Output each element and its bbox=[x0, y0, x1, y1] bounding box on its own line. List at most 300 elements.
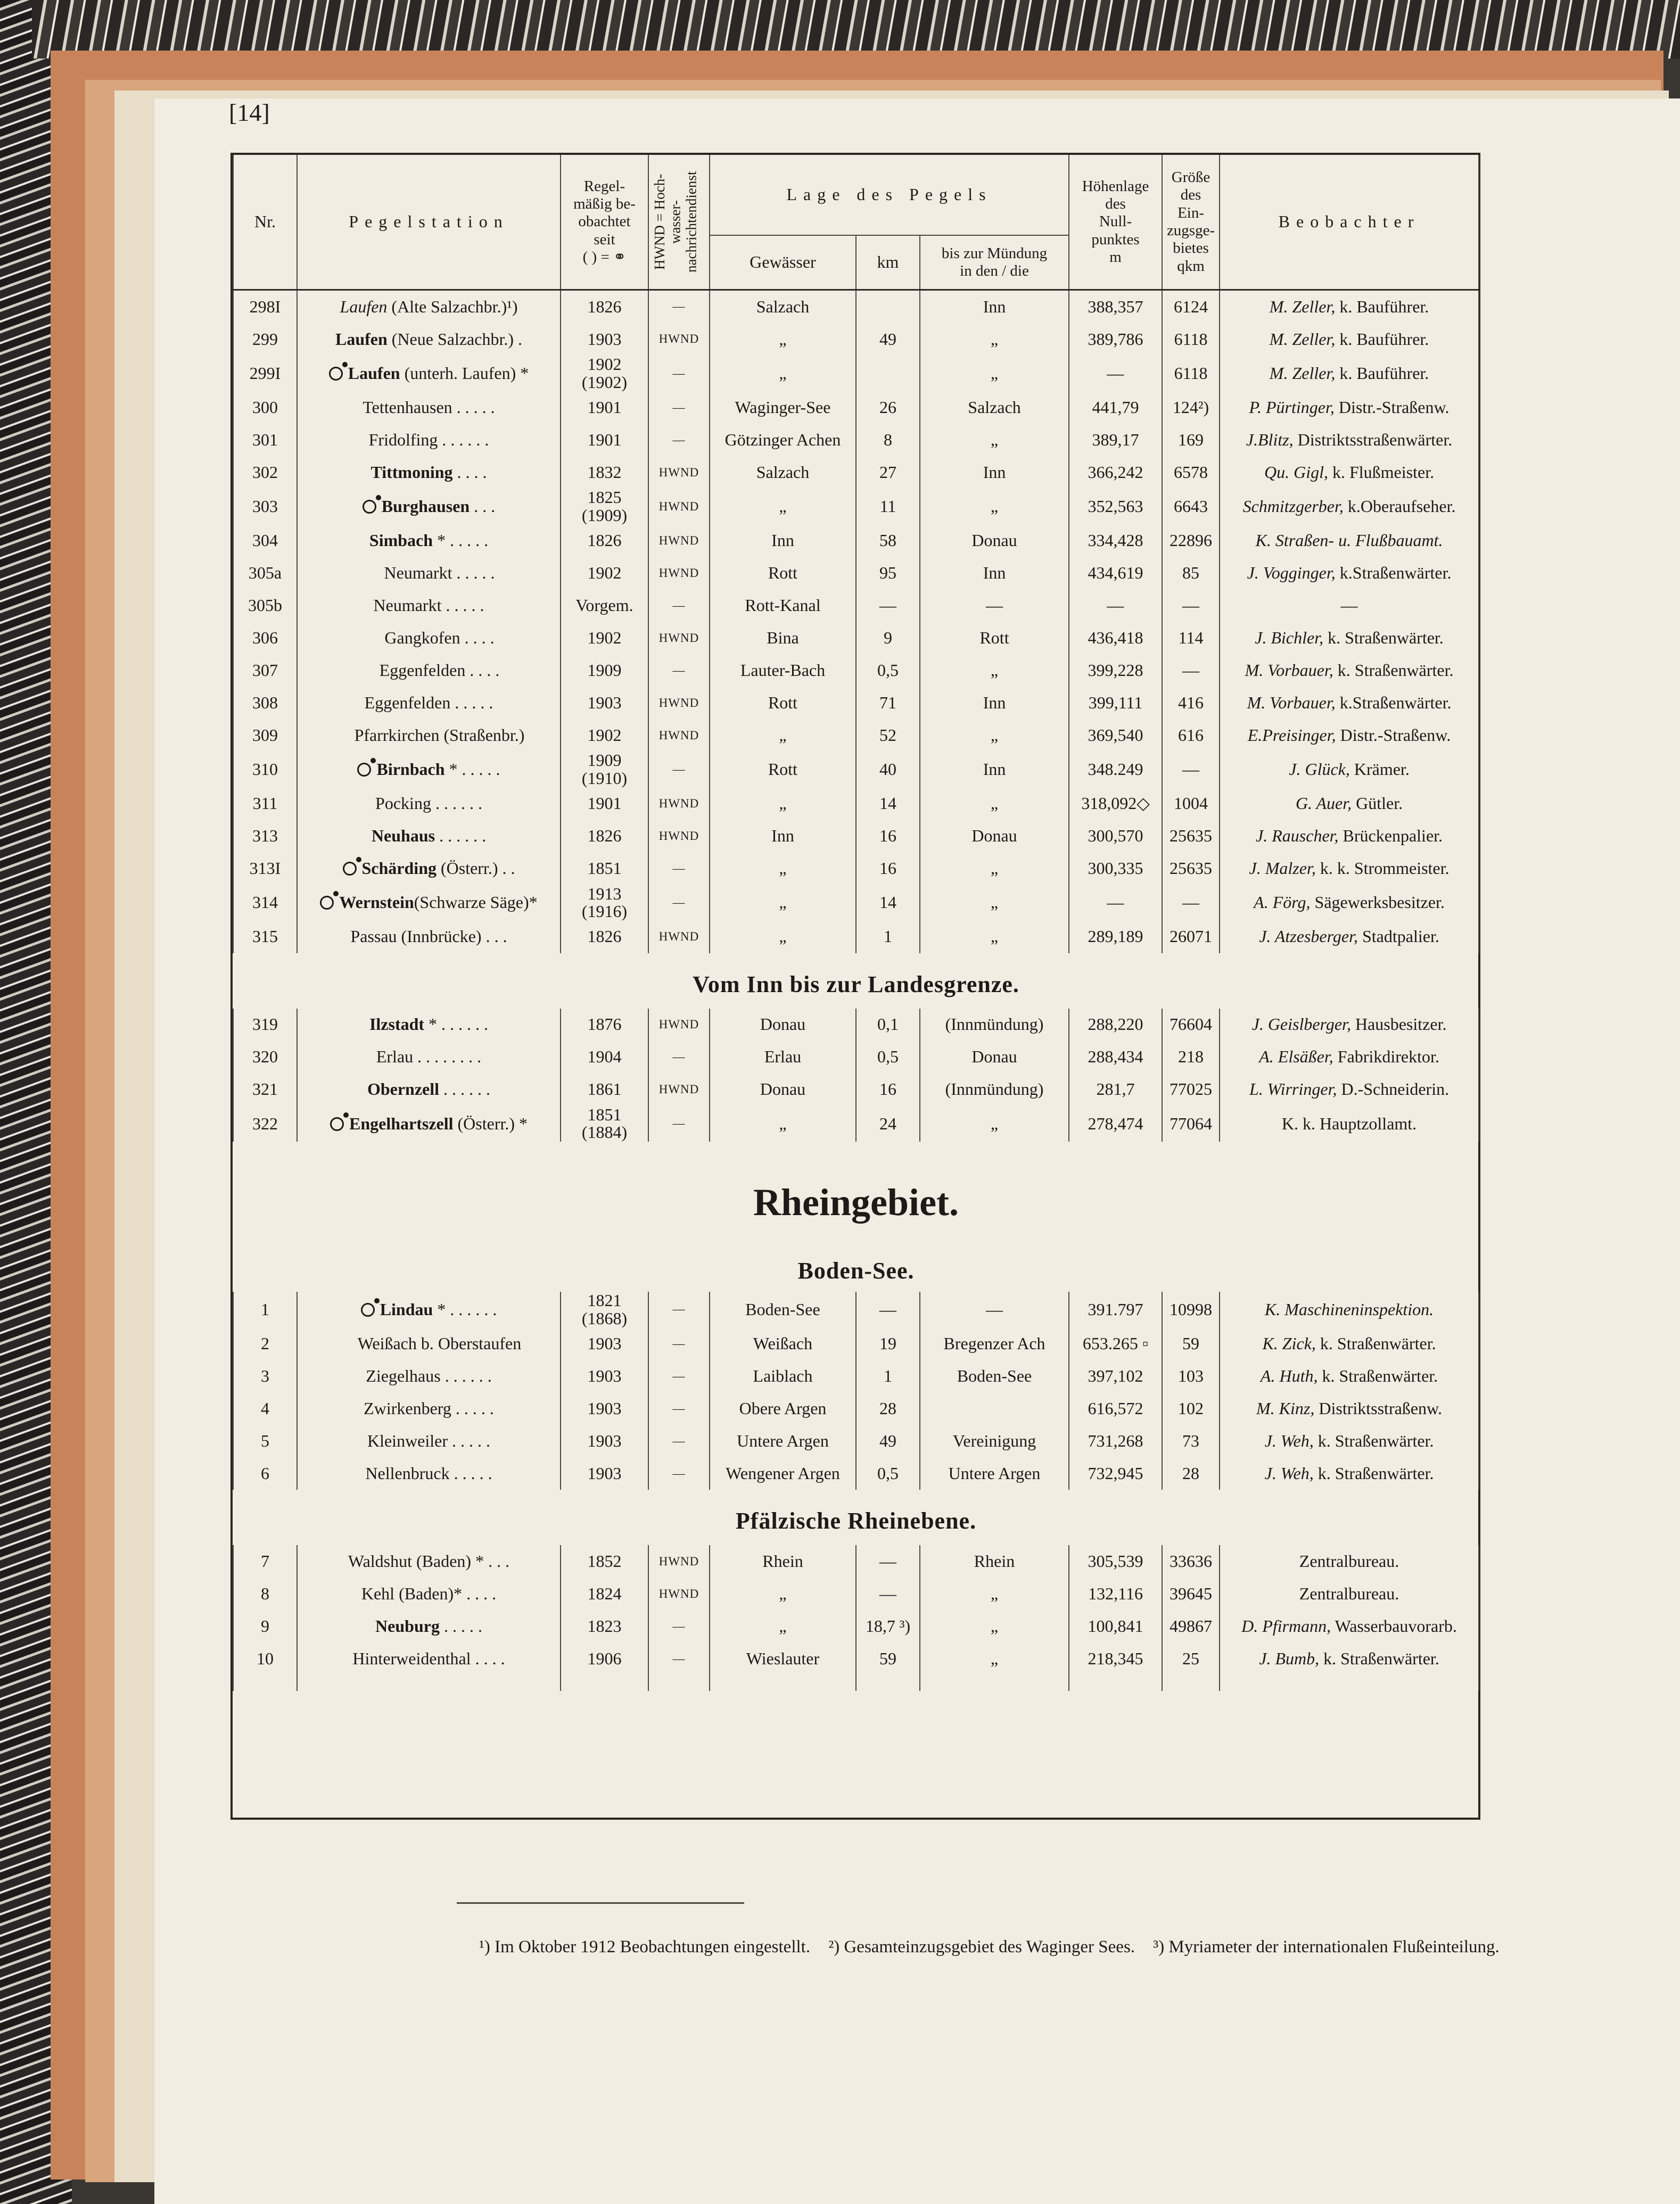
cell-beobachter bbox=[1220, 1578, 1479, 1610]
observer-name: J. Vogginger, bbox=[1247, 563, 1336, 583]
cell-hoehe: — bbox=[1069, 589, 1162, 622]
cell-muendung: (Innmündung) bbox=[920, 1074, 1069, 1106]
observer-name: Zentralbureau. bbox=[1299, 1583, 1399, 1603]
observer-role: Sägewerksbesitzer. bbox=[1314, 893, 1445, 912]
cell-hoehe: 732,945 bbox=[1069, 1457, 1162, 1490]
cell-gewaesser: Bina bbox=[710, 622, 856, 654]
station-name: Laufen bbox=[335, 329, 388, 349]
cell-muendung: „ bbox=[920, 654, 1069, 687]
station-name: Simbach bbox=[369, 531, 433, 550]
cell-gewaesser: Erlau bbox=[710, 1041, 856, 1074]
station-note: * . . . . bbox=[454, 1583, 497, 1603]
cell-muendung: Donau bbox=[920, 820, 1069, 853]
cell-beobachter bbox=[1220, 424, 1479, 456]
cell-nr: 313I bbox=[233, 853, 297, 885]
seit-year: 1903 bbox=[587, 329, 622, 349]
cell-gewaesser: Rott bbox=[710, 687, 856, 719]
observer-role: k.Straßenwärter. bbox=[1339, 693, 1452, 713]
cell-nr: 1 bbox=[233, 1292, 297, 1327]
seit-year: 1876 bbox=[587, 1014, 622, 1034]
cell-seit bbox=[561, 687, 648, 719]
station-name: Burghausen bbox=[381, 496, 470, 516]
cell-km: 16 bbox=[856, 1074, 920, 1106]
cell-hoehe: 399,228 bbox=[1069, 654, 1162, 687]
station-name: Zwirkenberg bbox=[364, 1398, 451, 1418]
cell-gewaesser: Rott-Kanal bbox=[710, 589, 856, 622]
cell-muendung: Donau bbox=[920, 524, 1069, 557]
table-row bbox=[233, 752, 1479, 787]
cell-gewaesser: „ bbox=[710, 1106, 856, 1142]
cell-gewaesser: Wengener Argen bbox=[710, 1457, 856, 1490]
cell-qkm: 1004 bbox=[1162, 788, 1220, 820]
station-name: Pocking bbox=[375, 794, 431, 813]
observer-name: K. Maschineninspektion. bbox=[1264, 1299, 1434, 1319]
observation-symbol-icon bbox=[330, 1117, 344, 1131]
table-row bbox=[233, 687, 1479, 719]
cell-nr: 310 bbox=[233, 752, 297, 787]
station-note: (Alte Salzachbr.)¹) bbox=[387, 296, 518, 316]
seit-year: 1902 bbox=[587, 356, 622, 374]
cell-qkm: 6124 bbox=[1162, 290, 1220, 324]
cell-beobachter bbox=[1220, 589, 1479, 622]
cell-hwnd: — bbox=[648, 1292, 710, 1327]
cell-qkm: 102 bbox=[1162, 1392, 1220, 1425]
cell-hwnd: — bbox=[648, 424, 710, 456]
cell-muendung: „ bbox=[920, 323, 1069, 356]
cell-nr: 8 bbox=[233, 1578, 297, 1610]
cell-nr: 5 bbox=[233, 1425, 297, 1457]
cell-nr: 307 bbox=[233, 654, 297, 687]
cell-gewaesser: Donau bbox=[710, 1074, 856, 1106]
cell-km: 49 bbox=[856, 323, 920, 356]
table-row bbox=[233, 356, 1479, 391]
cell-beobachter bbox=[1220, 885, 1479, 921]
cell-hoehe: 441,79 bbox=[1069, 391, 1162, 424]
observer-name: Qu. Gigl, bbox=[1264, 462, 1328, 482]
cell-qkm: 114 bbox=[1162, 622, 1220, 654]
table-row bbox=[233, 1392, 1479, 1425]
station-note: . . . . . . bbox=[439, 1079, 491, 1099]
cell-hwnd: HWND bbox=[648, 489, 710, 524]
cell-seit bbox=[561, 589, 648, 622]
cell-gewaesser: „ bbox=[710, 719, 856, 752]
cell-seit bbox=[561, 1327, 648, 1360]
cell-km: — bbox=[856, 1292, 920, 1327]
observer-name: P. Pürtinger, bbox=[1249, 397, 1335, 417]
cell-hoehe: 289,189 bbox=[1069, 921, 1162, 953]
table-body-bodensee bbox=[233, 1292, 1479, 1490]
cell-seit bbox=[561, 424, 648, 456]
station-note: . . . . . bbox=[449, 1463, 492, 1483]
cell-station bbox=[297, 622, 561, 654]
observer-role: k. Bauführer. bbox=[1339, 363, 1429, 383]
seit-year: 1901 bbox=[587, 794, 622, 813]
seit-year: 1824 bbox=[587, 1583, 622, 1603]
seit-symbol-year: (1902) bbox=[581, 372, 628, 392]
cell-qkm: 25635 bbox=[1162, 853, 1220, 885]
cell-nr: 300 bbox=[233, 391, 297, 424]
station-note: . . . . . bbox=[439, 1616, 482, 1636]
cell-nr: 4 bbox=[233, 1392, 297, 1425]
cell-nr: 321 bbox=[233, 1074, 297, 1106]
table-row bbox=[233, 1578, 1479, 1610]
cell-km: 71 bbox=[856, 687, 920, 719]
cell-station bbox=[297, 1425, 561, 1457]
observer-role: Stadtpalier. bbox=[1362, 927, 1439, 946]
table-row bbox=[233, 654, 1479, 687]
cell-seit bbox=[561, 489, 648, 524]
footnote-rule bbox=[457, 1902, 744, 1904]
cell-km: 0,5 bbox=[856, 1041, 920, 1074]
cell-station bbox=[297, 1578, 561, 1610]
cell-nr: 299I bbox=[233, 356, 297, 391]
cell-seit bbox=[561, 524, 648, 557]
cell-gewaesser: „ bbox=[710, 323, 856, 356]
seit-symbol-year: (1884) bbox=[581, 1122, 628, 1142]
cell-km: 24 bbox=[856, 1106, 920, 1142]
station-note: . . . . . . bbox=[431, 794, 482, 813]
section-pfalz bbox=[233, 1490, 1479, 1545]
cell-seit bbox=[561, 853, 648, 885]
cell-station bbox=[297, 687, 561, 719]
section-title: Vom Inn bis zur Landesgrenze. bbox=[693, 971, 1019, 997]
cell-nr: 314 bbox=[233, 885, 297, 921]
header-nr: Nr. bbox=[233, 155, 297, 290]
cell-beobachter bbox=[1220, 687, 1479, 719]
cell-station bbox=[297, 323, 561, 356]
cell-nr: 306 bbox=[233, 622, 297, 654]
observer-role: k. Straßenwärter. bbox=[1337, 661, 1454, 680]
cell-station bbox=[297, 524, 561, 557]
cell-seit bbox=[561, 1642, 648, 1675]
station-name: Nellenbruck bbox=[365, 1463, 450, 1483]
cell-qkm: 416 bbox=[1162, 687, 1220, 719]
cell-gewaesser: Inn bbox=[710, 820, 856, 853]
cell-hwnd: HWND bbox=[648, 1578, 710, 1610]
page-number: [14] bbox=[229, 99, 270, 126]
cell-km: 95 bbox=[856, 557, 920, 589]
cell-gewaesser: Götzinger Achen bbox=[710, 424, 856, 456]
cell-muendung: (Innmündung) bbox=[920, 1009, 1069, 1041]
observer-role: k. Bauführer. bbox=[1339, 296, 1429, 316]
cell-seit bbox=[561, 1457, 648, 1490]
cell-nr: 2 bbox=[233, 1327, 297, 1360]
observer-role: Hausbesitzer. bbox=[1355, 1014, 1447, 1034]
cell-hwnd: — bbox=[648, 589, 710, 622]
cell-qkm: 169 bbox=[1162, 424, 1220, 456]
cell-gewaesser: Rott bbox=[710, 557, 856, 589]
cell-gewaesser: „ bbox=[710, 853, 856, 885]
cell-km: 40 bbox=[856, 752, 920, 787]
seit-year: 1902 bbox=[587, 563, 622, 583]
table-row bbox=[233, 524, 1479, 557]
observer-name: M. Vorbauer, bbox=[1247, 693, 1336, 713]
station-name: Tettenhausen bbox=[363, 397, 452, 417]
observation-symbol-icon bbox=[343, 862, 357, 876]
table-header bbox=[233, 155, 1479, 290]
cell-qkm: 76604 bbox=[1162, 1009, 1220, 1041]
table-row bbox=[233, 1425, 1479, 1457]
cell-muendung bbox=[920, 1392, 1069, 1425]
cell-nr: 304 bbox=[233, 524, 297, 557]
observer-name: L. Wirringer, bbox=[1249, 1079, 1337, 1099]
cell-seit bbox=[561, 557, 648, 589]
observer-role: Brückenpalier. bbox=[1343, 826, 1443, 846]
cell-station bbox=[297, 424, 561, 456]
cell-nr: 7 bbox=[233, 1545, 297, 1578]
cell-seit bbox=[561, 1041, 648, 1074]
cell-muendung: „ bbox=[920, 356, 1069, 391]
cell-km: 16 bbox=[856, 820, 920, 853]
cell-muendung: „ bbox=[920, 1106, 1069, 1142]
cell-km: 27 bbox=[856, 456, 920, 489]
cell-station bbox=[297, 489, 561, 524]
cell-station bbox=[297, 589, 561, 622]
cell-hwnd: — bbox=[648, 752, 710, 787]
cell-km: 28 bbox=[856, 1392, 920, 1425]
cell-nr: 322 bbox=[233, 1106, 297, 1142]
station-note: . . . . . bbox=[450, 693, 493, 713]
observer-name: M. Zeller, bbox=[1269, 296, 1336, 316]
cell-qkm: 26071 bbox=[1162, 921, 1220, 953]
cell-hoehe: 132,116 bbox=[1069, 1578, 1162, 1610]
station-note: . . . . bbox=[452, 462, 487, 482]
table-row bbox=[233, 1642, 1479, 1675]
observer-name: J. Weh, bbox=[1264, 1431, 1314, 1450]
cell-hwnd: HWND bbox=[648, 524, 710, 557]
cell-hoehe: 334,428 bbox=[1069, 524, 1162, 557]
table-end-spacer bbox=[233, 1675, 1479, 1691]
cell-seit bbox=[561, 1074, 648, 1106]
header-station: Pegelstation bbox=[297, 155, 561, 290]
cell-qkm: 103 bbox=[1162, 1360, 1220, 1392]
cell-beobachter bbox=[1220, 323, 1479, 356]
station-name: Passau bbox=[350, 927, 397, 946]
cell-muendung: Inn bbox=[920, 557, 1069, 589]
table-body-pfalz bbox=[233, 1545, 1479, 1675]
cell-seit bbox=[561, 356, 648, 391]
cell-seit bbox=[561, 1578, 648, 1610]
cell-muendung: „ bbox=[920, 1578, 1069, 1610]
observer-name: K. Straßen- u. Flußbauamt. bbox=[1255, 531, 1443, 550]
cell-seit bbox=[561, 622, 648, 654]
cell-hoehe: 731,268 bbox=[1069, 1425, 1162, 1457]
cell-hwnd: — bbox=[648, 1610, 710, 1642]
cell-gewaesser: „ bbox=[710, 1610, 856, 1642]
station-note: (Österr.) * bbox=[453, 1113, 528, 1133]
cell-km: 49 bbox=[856, 1425, 920, 1457]
cell-hoehe: 352,563 bbox=[1069, 489, 1162, 524]
station-note: * . . . . . . bbox=[424, 1014, 489, 1034]
table-row bbox=[233, 391, 1479, 424]
cell-km bbox=[856, 290, 920, 324]
cell-beobachter bbox=[1220, 1610, 1479, 1642]
station-name: Neumarkt bbox=[373, 596, 442, 615]
cell-hoehe: 434,619 bbox=[1069, 557, 1162, 589]
table-body-landesgrenze bbox=[233, 1009, 1479, 1142]
cell-hoehe: 318,092◇ bbox=[1069, 788, 1162, 820]
seit-year: 1901 bbox=[587, 430, 622, 449]
cell-gewaesser: Salzach bbox=[710, 290, 856, 324]
cell-nr: 305b bbox=[233, 589, 297, 622]
cell-hwnd: — bbox=[648, 1041, 710, 1074]
cell-beobachter bbox=[1220, 356, 1479, 391]
cell-muendung: „ bbox=[920, 1610, 1069, 1642]
cell-qkm: — bbox=[1162, 885, 1220, 921]
seit-year: 1904 bbox=[587, 1047, 622, 1067]
header-km: km bbox=[856, 235, 920, 290]
cell-qkm: 10998 bbox=[1162, 1292, 1220, 1327]
section-landesgrenze bbox=[233, 953, 1479, 1009]
observer-role: Distriktsstraßenwärter. bbox=[1297, 430, 1453, 449]
cell-qkm: 77064 bbox=[1162, 1106, 1220, 1142]
station-name: Wernstein bbox=[339, 893, 414, 912]
seit-year: 1903 bbox=[587, 1463, 622, 1483]
seit-year: 1902 bbox=[587, 628, 622, 648]
station-note: . . . . bbox=[460, 628, 495, 648]
seit-year: 1825 bbox=[587, 489, 622, 507]
cell-gewaesser: „ bbox=[710, 885, 856, 921]
cell-gewaesser: „ bbox=[710, 788, 856, 820]
cell-station bbox=[297, 719, 561, 752]
cell-beobachter bbox=[1220, 489, 1479, 524]
section-rheingebiet bbox=[233, 1142, 1479, 1292]
observation-symbol-icon bbox=[357, 763, 371, 777]
observer-role: Distr.-Straßenw. bbox=[1338, 397, 1450, 417]
cell-hoehe: 288,434 bbox=[1069, 1041, 1162, 1074]
cell-hoehe: 397,102 bbox=[1069, 1360, 1162, 1392]
cell-muendung: Inn bbox=[920, 290, 1069, 324]
station-note: . . . . . bbox=[452, 563, 495, 583]
station-name: Ziegelhaus bbox=[366, 1366, 441, 1385]
station-name: Laufen bbox=[348, 363, 400, 383]
cell-gewaesser: Salzach bbox=[710, 456, 856, 489]
cell-station bbox=[297, 1327, 561, 1360]
cell-km: 52 bbox=[856, 719, 920, 752]
seit-year: 1832 bbox=[587, 462, 622, 482]
cell-seit bbox=[561, 456, 648, 489]
observer-name: J. Atzesberger, bbox=[1259, 927, 1358, 946]
header-hoehe: Höhenlage des Null- punktes m bbox=[1069, 155, 1162, 290]
cell-beobachter bbox=[1220, 1106, 1479, 1142]
cell-km: — bbox=[856, 589, 920, 622]
cell-nr: 313 bbox=[233, 820, 297, 853]
seit-year: 1903 bbox=[587, 693, 622, 713]
cell-seit bbox=[561, 752, 648, 787]
observer-role: Gütler. bbox=[1356, 794, 1403, 813]
seit-year: 1901 bbox=[587, 397, 622, 417]
seit-symbol-year: (1868) bbox=[581, 1308, 628, 1328]
cell-gewaesser: „ bbox=[710, 1578, 856, 1610]
observer-name: M. Zeller, bbox=[1269, 363, 1336, 383]
cell-station bbox=[297, 1545, 561, 1578]
station-name: Schärding bbox=[361, 859, 437, 878]
cell-km: 0,5 bbox=[856, 654, 920, 687]
station-name: Eggenfelden bbox=[379, 661, 466, 680]
cell-nr: 308 bbox=[233, 687, 297, 719]
table-row bbox=[233, 290, 1479, 324]
cell-seit bbox=[561, 1009, 648, 1041]
table-row bbox=[233, 456, 1479, 489]
cell-km: 0,1 bbox=[856, 1009, 920, 1041]
cell-hwnd: — bbox=[648, 1425, 710, 1457]
cell-seit bbox=[561, 921, 648, 953]
cell-hoehe: 300,335 bbox=[1069, 853, 1162, 885]
observer-name: J. Rauscher, bbox=[1256, 826, 1339, 846]
cell-station bbox=[297, 1009, 561, 1041]
station-note: . . . . . . . . bbox=[413, 1047, 482, 1067]
observer-role: Distriktsstraßenw. bbox=[1319, 1398, 1443, 1418]
seit-year: 1821 bbox=[587, 1291, 622, 1310]
cell-muendung: Rott bbox=[920, 622, 1069, 654]
cell-seit bbox=[561, 719, 648, 752]
observer-role: k. k. Strommeister. bbox=[1320, 859, 1450, 878]
cell-beobachter bbox=[1220, 719, 1479, 752]
table-row bbox=[233, 489, 1479, 524]
cell-hoehe: 278,474 bbox=[1069, 1106, 1162, 1142]
observer-role: k. Bauführer. bbox=[1339, 329, 1429, 349]
seit-year: 1851 bbox=[587, 1105, 622, 1124]
cell-nr: 302 bbox=[233, 456, 297, 489]
cell-hoehe: 300,570 bbox=[1069, 820, 1162, 853]
observer-name: A. Elsäßer, bbox=[1259, 1047, 1333, 1067]
cell-hwnd: — bbox=[648, 356, 710, 391]
observer-name: K. k. Hauptzollamt. bbox=[1281, 1113, 1417, 1133]
table-row bbox=[233, 1457, 1479, 1490]
observation-symbol-icon bbox=[363, 500, 376, 514]
table-row bbox=[233, 719, 1479, 752]
cell-beobachter bbox=[1220, 524, 1479, 557]
cell-nr: 305a bbox=[233, 557, 297, 589]
seit-year: 1903 bbox=[587, 1366, 622, 1385]
cell-hwnd: HWND bbox=[648, 921, 710, 953]
cell-km: 9 bbox=[856, 622, 920, 654]
seit-year: 1902 bbox=[587, 725, 622, 745]
cell-hoehe: 391.797 bbox=[1069, 1292, 1162, 1327]
cell-hoehe: 305,539 bbox=[1069, 1545, 1162, 1578]
cell-beobachter bbox=[1220, 557, 1479, 589]
cell-qkm: 77025 bbox=[1162, 1074, 1220, 1106]
cell-station bbox=[297, 921, 561, 953]
cell-station bbox=[297, 1360, 561, 1392]
cell-qkm: — bbox=[1162, 654, 1220, 687]
station-name: Neuhaus bbox=[371, 826, 435, 846]
cell-gewaesser: Weißach bbox=[710, 1327, 856, 1360]
observer-role: Distr.-Straßenw. bbox=[1340, 725, 1451, 745]
observer-role: D.-Schneiderin. bbox=[1341, 1079, 1450, 1099]
cell-beobachter bbox=[1220, 1041, 1479, 1074]
cell-hwnd: — bbox=[648, 885, 710, 921]
cell-seit bbox=[561, 1610, 648, 1642]
cell-gewaesser: Rhein bbox=[710, 1545, 856, 1578]
seit-year: 1826 bbox=[587, 826, 622, 846]
cell-qkm: 616 bbox=[1162, 719, 1220, 752]
observer-name: G. Auer, bbox=[1295, 794, 1352, 813]
cell-qkm: 22896 bbox=[1162, 524, 1220, 557]
cell-hwnd: HWND bbox=[648, 557, 710, 589]
cell-hwnd: HWND bbox=[648, 323, 710, 356]
observer-role: k. Straßenwärter. bbox=[1323, 1648, 1439, 1668]
cell-hwnd: — bbox=[648, 1360, 710, 1392]
cell-nr: 6 bbox=[233, 1457, 297, 1490]
table-row bbox=[233, 788, 1479, 820]
cell-muendung: „ bbox=[920, 885, 1069, 921]
cell-muendung: Bregenzer Ach bbox=[920, 1327, 1069, 1360]
cell-beobachter bbox=[1220, 1642, 1479, 1675]
table-row bbox=[233, 885, 1479, 921]
station-name: Engelhartszell bbox=[349, 1113, 454, 1133]
cell-muendung: — bbox=[920, 1292, 1069, 1327]
